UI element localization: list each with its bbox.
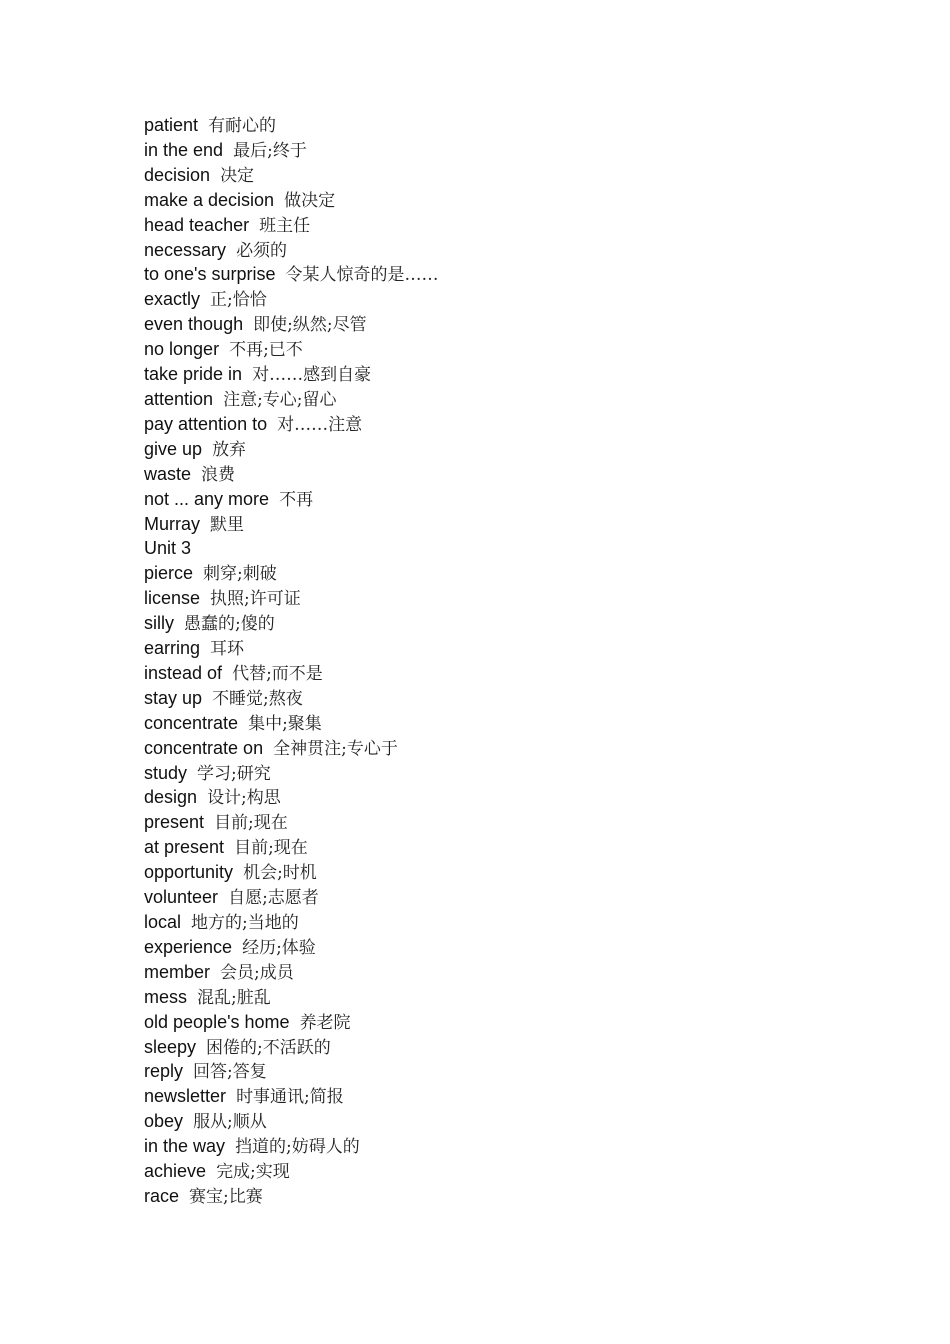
vocab-entry (144, 337, 439, 362)
vocab-entry (144, 138, 439, 163)
vocab-entry (144, 1059, 439, 1084)
chinese-meaning: 注意;专心;留心 (223, 389, 337, 410)
chinese-meaning: 代替;而不是 (232, 663, 323, 684)
vocab-entry (144, 412, 439, 437)
chinese-meaning: 刺穿;刺破 (203, 564, 277, 585)
chinese-meaning: 经历;体验 (242, 937, 316, 958)
vocab-entry (144, 113, 439, 138)
vocab-entry (144, 561, 439, 586)
english-term: at present (144, 837, 225, 858)
chinese-meaning: 目前;现在 (214, 813, 288, 834)
chinese-meaning: 默里 (210, 514, 245, 535)
english-term: take pride in (144, 364, 243, 385)
vocab-entry (144, 736, 439, 761)
chinese-meaning: 正;恰恰 (210, 290, 267, 311)
vocab-entry (144, 985, 439, 1010)
chinese-meaning: 时事通讯;简报 (236, 1087, 344, 1108)
chinese-meaning: 必须的 (236, 240, 288, 261)
vocab-entry (144, 213, 439, 238)
vocab-entry (144, 163, 439, 188)
chinese-meaning: 回答;答复 (193, 1062, 267, 1083)
vocab-entry (144, 362, 439, 387)
chinese-meaning: 有耐心的 (208, 116, 277, 136)
chinese-meaning: 会员;成员 (220, 962, 294, 983)
vocab-entry (144, 960, 439, 985)
chinese-meaning: 对……注意 (277, 414, 363, 435)
english-term: make a decision (144, 189, 275, 210)
chinese-meaning: 挡道的;妨碍人的 (235, 1137, 360, 1158)
chinese-meaning: 班主任 (259, 215, 311, 236)
vocab-entry (144, 1159, 439, 1184)
english-term: experience (144, 936, 233, 957)
chinese-meaning: 令某人惊奇的是…… (285, 265, 439, 286)
english-term: Unit 3 (144, 538, 192, 559)
english-term: present (144, 812, 205, 833)
english-term: patient (144, 115, 199, 135)
english-term: silly (144, 613, 174, 634)
vocab-entry (144, 312, 439, 337)
vocab-entry (144, 536, 439, 561)
english-term: study (144, 762, 188, 783)
vocab-entry (144, 935, 439, 960)
chinese-meaning: 不睡觉;熬夜 (212, 688, 303, 709)
chinese-meaning: 决定 (220, 165, 255, 186)
chinese-meaning: 混乱;脏乱 (197, 987, 271, 1008)
chinese-meaning: 自愿;志愿者 (228, 888, 319, 909)
vocab-entry (144, 661, 439, 686)
vocab-entry (144, 1109, 439, 1134)
vocab-entry (144, 262, 439, 287)
english-term: stay up (144, 687, 203, 708)
english-term: local (144, 912, 182, 932)
chinese-meaning: 目前;现在 (234, 838, 308, 859)
english-term: member (144, 961, 211, 982)
vocab-entry (144, 810, 439, 835)
chinese-meaning: 耳环 (210, 639, 245, 660)
english-term: race (144, 1185, 180, 1206)
chinese-meaning: 执照;许可证 (210, 589, 301, 610)
chinese-meaning: 完成;实现 (216, 1162, 290, 1183)
vocab-entry (144, 910, 439, 935)
vocab-entry (144, 1035, 439, 1060)
chinese-meaning: 全神贯注;专心于 (273, 738, 398, 759)
vocab-entry (144, 512, 439, 537)
english-term: decision (144, 164, 211, 185)
vocab-entry (144, 1010, 439, 1035)
english-term: concentrate on (144, 737, 264, 758)
english-term: reply (144, 1061, 184, 1082)
chinese-meaning: 机会;时机 (243, 863, 317, 884)
vocab-entry (144, 636, 439, 661)
english-term: opportunity (144, 862, 234, 883)
vocab-entry (144, 711, 439, 736)
vocabulary-list (144, 113, 439, 1209)
chinese-meaning: 养老院 (299, 1012, 351, 1033)
english-term: license (144, 588, 201, 609)
chinese-meaning: 不再;已不 (229, 340, 303, 361)
english-term: achieve (144, 1161, 207, 1182)
english-term: mess (144, 986, 188, 1007)
vocab-entry (144, 686, 439, 711)
chinese-meaning: 困倦的;不活跃的 (206, 1037, 331, 1058)
vocab-entry (144, 611, 439, 636)
vocab-entry (144, 387, 439, 412)
english-term: waste (144, 463, 192, 484)
english-term: in the end (144, 139, 224, 160)
english-term: design (144, 787, 198, 808)
chinese-meaning: 学习;研究 (197, 763, 271, 784)
english-term: instead of (144, 662, 223, 683)
english-term: pierce (144, 563, 194, 584)
chinese-meaning: 对……感到自豪 (252, 365, 372, 386)
vocab-entry (144, 188, 439, 213)
english-term: give up (144, 438, 203, 459)
english-term: sleepy (144, 1036, 197, 1057)
vocab-entry (144, 487, 439, 512)
english-term: Murray (144, 513, 201, 534)
english-term: earring (144, 638, 201, 659)
english-term: no longer (144, 339, 220, 360)
english-term: concentrate (144, 712, 239, 733)
chinese-meaning: 地方的;当地的 (191, 913, 299, 933)
english-term: not ... any more (144, 488, 270, 509)
vocab-entry (144, 287, 439, 312)
english-term: attention (144, 388, 214, 409)
chinese-meaning: 不再 (279, 489, 314, 510)
vocab-entry (144, 462, 439, 487)
english-term: volunteer (144, 887, 219, 908)
vocab-entry (144, 1134, 439, 1159)
english-term: even though (144, 314, 244, 335)
chinese-meaning: 设计;构思 (207, 788, 281, 809)
chinese-meaning: 服从;顺从 (193, 1112, 267, 1133)
vocab-entry (144, 238, 439, 263)
vocab-entry (144, 785, 439, 810)
english-term: old people's home (144, 1011, 290, 1032)
english-term: newsletter (144, 1086, 227, 1107)
vocab-entry (144, 761, 439, 786)
chinese-meaning: 愚蠢的;傻的 (184, 614, 275, 635)
english-term: pay attention to (144, 413, 268, 434)
vocab-entry (144, 437, 439, 462)
vocab-entry (144, 860, 439, 885)
english-term: necessary (144, 239, 227, 260)
chinese-meaning: 放弃 (212, 439, 247, 460)
english-term: to one's surprise (144, 264, 276, 285)
chinese-meaning: 即使;纵然;尽管 (253, 315, 367, 336)
english-term: head teacher (144, 214, 250, 235)
chinese-meaning: 赛宝;比赛 (189, 1186, 263, 1207)
chinese-meaning: 做决定 (284, 190, 336, 211)
english-term: in the way (144, 1136, 226, 1157)
chinese-meaning: 集中;聚集 (248, 713, 322, 734)
english-term: obey (144, 1111, 184, 1132)
vocab-entry (144, 835, 439, 860)
vocab-entry (144, 885, 439, 910)
english-term: exactly (144, 289, 201, 310)
chinese-meaning: 浪费 (201, 464, 236, 485)
chinese-meaning: 最后;终于 (233, 140, 307, 161)
vocab-entry (144, 1184, 439, 1209)
vocab-entry (144, 586, 439, 611)
vocab-entry (144, 1084, 439, 1109)
